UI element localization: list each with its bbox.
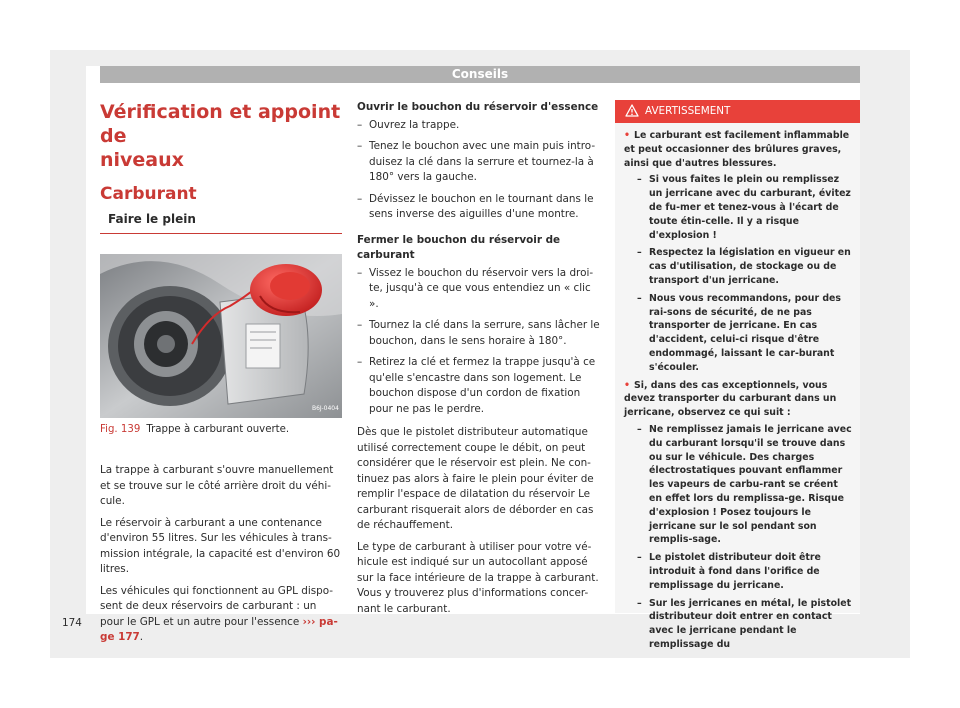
warning-subitem-no-smoking: – Si vous faites le plein ou remplissez un jerricane avec du carburant, évitez de fu-mer et tenez-vous à l'écart de toute étin-celle. Il y a risque d'explosion ! <box>637 174 851 241</box>
step-insert-key: – Tenez le bouchon avec une main puis intro-duisez la clé dans la serrure et tournez-la à 180° vers la gauche. <box>357 140 596 183</box>
dash-icon: – <box>637 552 642 564</box>
warning-column <box>615 100 860 650</box>
paragraph-lpg <box>100 584 342 646</box>
warning-subitem-never-fill-in-vehicle: – Ne remplissez jamais le jerricane avec du carburant lorsqu'il se trouve dans ou sur le véhicule. Des charges électrostatiques pouvant enflammer les vapeurs de carbu-rant se créent en effet lors du remplissa-ge. Risque d'explosion ! Posez toujours le jerricane sur le sol pendant son remplis-sage. <box>637 423 852 546</box>
paragraph-lpg-text: Les véhicules qui fonctionnent au GPL dispo-sent de deux réservoirs de carburant : un pour le GPL et un autre pour l'essence <box>100 584 334 628</box>
step-close-door: – Retirez la clé et fermez la trappe jusqu'à ce qu'elle s'encastre dans son logement. Le bouchon dispose d'un cordon de fixation pour ne pas le perdre. <box>357 356 596 415</box>
middle-column <box>357 100 601 623</box>
warning-item-exceptional: • Si, dans des cas exceptionnels, vous devez transporter du carburant dans un jerricane, observez ce qui suit : <box>624 379 837 419</box>
step-turn-key: – Tournez la clé dans la serrure, sans lâcher le bouchon, dans le sens horaire à 180°. <box>357 319 600 347</box>
page-title-line-1: Vérification et appoint de <box>100 101 341 147</box>
paragraph-fuel-type: Le type de carburant à utiliser pour votre vé-hicule est indiqué sur un autocollant apposé sur la face intérieure de la trappe à carburant. Vous y trouverez plus d'informations concer-nant le carburant. <box>357 540 599 615</box>
warning-header <box>615 100 860 123</box>
heading-close-cap: Fermer le bouchon du réservoir de carburant <box>357 233 561 261</box>
left-column <box>100 100 342 652</box>
dash-icon: – <box>357 319 363 331</box>
dash-icon: – <box>637 247 642 259</box>
warning-subitem-nozzle-inserted: – Le pistolet distributeur doit être introduit à fond dans l'orifice de remplissage du jerricane. <box>637 552 821 591</box>
page-number: 174 <box>62 617 82 629</box>
step-unscrew-cap: – Dévissez le bouchon en le tournant dans le sens inverse des aiguilles d'une montre. <box>357 192 594 220</box>
dash-icon: – <box>357 118 363 131</box>
paragraph-lpg-end: . <box>139 631 144 643</box>
section-header-title: Conseils <box>451 67 509 81</box>
warning-triangle-icon <box>625 104 639 117</box>
dash-icon: – <box>637 597 642 609</box>
warning-box <box>615 100 860 650</box>
step-open-door: – Ouvrez la trappe. <box>357 118 601 134</box>
figure-number: Fig. 139 <box>100 424 141 435</box>
warning-body <box>615 123 860 652</box>
dash-icon: – <box>357 140 363 152</box>
warning-item-flammable: • Le carburant est facilement inflammable et peut occasionner des brûlures graves, ainsi que d'autres blessures. <box>624 130 850 169</box>
dash-icon: – <box>637 174 642 186</box>
bullet-icon: • <box>624 379 630 391</box>
fuel-door-illustration <box>100 254 342 418</box>
dash-icon: – <box>357 356 363 368</box>
fuel-door-figure <box>100 254 342 418</box>
subsection-title: Faire le plein <box>108 212 196 226</box>
page-reference-link[interactable]: ››› pa-ge 177 <box>100 615 338 643</box>
paragraph-full-tank: Dès que le pistolet distributeur automatique utilisé correctement coupe le débit, on peut considérer que le réservoir est plein. Ne con-tinuez pas alors à faire le plein pour éviter de remplir l'espace de dilatation du réservoir Le carburant risquerait alors de déborder en cas de réchauffement. <box>357 426 594 531</box>
step-screw-cap: – Vissez le bouchon du réservoir vers la droi-te, jusqu'à ce que vous entendiez un « clic ». <box>357 266 594 310</box>
figure-code: B6J-0404 <box>312 405 339 412</box>
paragraph-tank-capacity: Le réservoir à carburant a une contenance d'environ 55 litres. Sur les véhicules à trans-mission intégrale, la capacité est d'environ 60 litres. <box>100 516 341 575</box>
dash-icon: – <box>357 266 363 279</box>
dash-icon: – <box>637 423 642 435</box>
paragraph-fuel-door: La trappe à carburant s'ouvre manuellement et se trouve sur le côté arrière droit du véhi-cule. <box>100 464 334 507</box>
dash-icon: – <box>637 292 642 304</box>
page-title <box>100 100 342 172</box>
section-title: Carburant <box>100 184 197 204</box>
warning-label: AVERTISSEMENT <box>645 105 731 117</box>
bullet-icon: • <box>624 130 630 141</box>
dash-icon: – <box>357 192 363 205</box>
heading-open-cap: Ouvrir le bouchon du réservoir d'essence <box>357 101 599 113</box>
page-title-line-2: niveaux <box>100 149 184 171</box>
warning-subitem-legislation: – Respectez la législation en vigueur en cas d'utilisation, de stockage ou de transport d'un jerricane. <box>637 247 851 286</box>
warning-subitem-metal-contact: – Sur les jerricanes en métal, le pistolet distributeur doit entrer en contact avec le jerricane pendant le remplissage du <box>637 597 852 650</box>
figure-caption-text: Trappe à carburant ouverte. <box>146 424 290 435</box>
warning-subitem-no-jerrycan: – Nous vous recommandons, pour des rai-sons de sécurité, de ne pas transporter de jerricane. En cas d'accident, celui-ci risque d'être endommagé, laissant le car-burant s'écouler. <box>637 292 841 373</box>
subsection-divider <box>100 233 342 234</box>
figure-caption <box>100 424 342 435</box>
